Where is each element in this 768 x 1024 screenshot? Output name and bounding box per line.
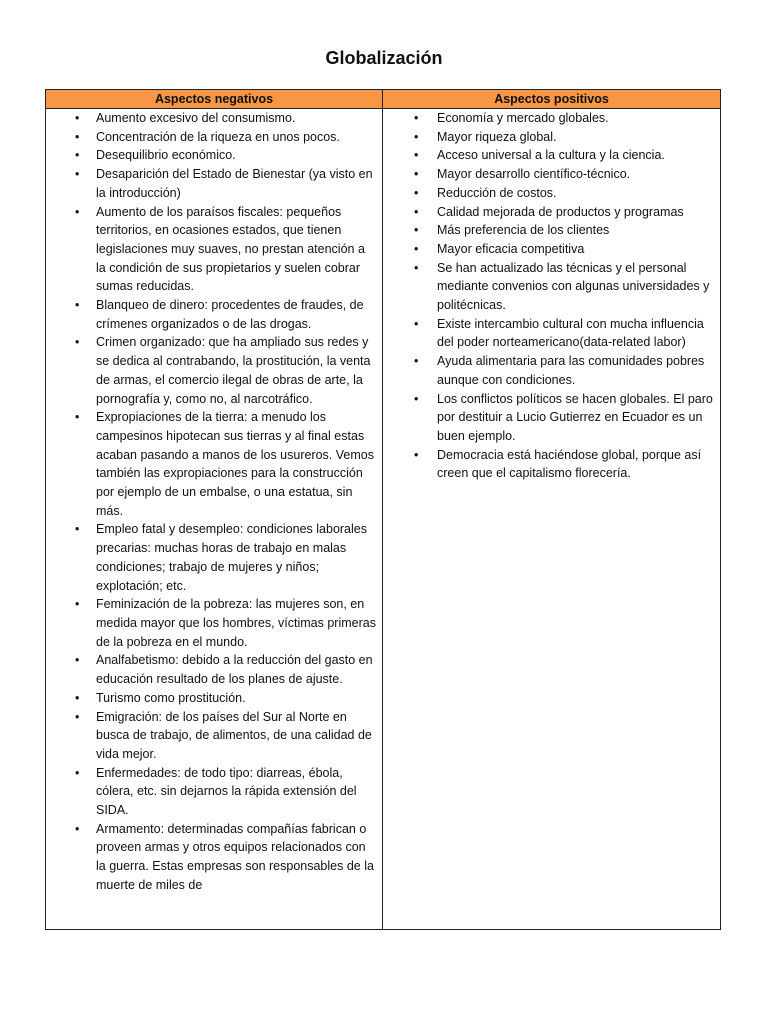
- negative-list-item: • Armamento: determinadas compañías fabrican o proveen armas y otros equipos relacionados con la guerra. Estas empresas son responsables de la muerte de miles de: [46, 820, 382, 895]
- positive-column: [383, 109, 720, 929]
- negative-list-item: • Analfabetismo: debido a la reducción del gasto en educación resultado de los planes de ajuste.: [46, 651, 382, 688]
- positive-list-item: • Existe intercambio cultural con mucha influencia del poder norteamericano(data-related labor): [383, 315, 720, 352]
- positive-list-item: • Más preferencia de los clientes: [383, 221, 720, 240]
- negative-list-item: • Aumento excesivo del consumismo.: [46, 109, 382, 128]
- negative-list-item: • Expropiaciones de la tierra: a menudo los campesinos hipotecan sus tierras y al final estas acaban pasando a manos de los usureros. Vemos también las expropiaciones para la construcción por ejemplo de un embalse, o una estatua, sin más.: [46, 408, 382, 520]
- negative-column: [46, 109, 383, 929]
- negative-list-item: • Emigración: de los países del Sur al Norte en busca de trabajo, de alimentos, de una calidad de vida mejor.: [46, 708, 382, 764]
- positive-list-item: • Calidad mejorada de productos y programas: [383, 203, 720, 222]
- negative-list-item: • Turismo como prostitución.: [46, 689, 382, 708]
- negative-list-item: • Feminización de la pobreza: las mujeres son, en medida mayor que los hombres, víctimas primeras de la pobreza en el mundo.: [46, 595, 382, 651]
- positive-list-item: • Economía y mercado globales.: [383, 109, 720, 128]
- positive-list: [383, 109, 720, 483]
- positive-list-item: • Ayuda alimentaria para las comunidades pobres aunque con condiciones.: [383, 352, 720, 389]
- positive-list-item: • Mayor eficacia competitiva: [383, 240, 720, 259]
- positive-list-item: • Acceso universal a la cultura y la ciencia.: [383, 146, 720, 165]
- positive-list-item: • Se han actualizado las técnicas y el personal mediante convenios con algunas universidades y politécnicas.: [383, 259, 720, 315]
- positive-list-item: • Mayor desarrollo científico-técnico.: [383, 165, 720, 184]
- negative-list-item: • Crimen organizado: que ha ampliado sus redes y se dedica al contrabando, la prostitución, la venta de armas, el comercio ilegal de obras de arte, la pornografía y, como no, al narcotráfico.: [46, 333, 382, 408]
- negative-list-item: • Empleo fatal y desempleo: condiciones laborales precarias: muchas horas de trabajo en malas condiciones; trabajo de mujeres y niños; explotación; etc.: [46, 520, 382, 595]
- negative-list-item: • Concentración de la riqueza en unos pocos.: [46, 128, 382, 147]
- positive-list-item: • Reducción de costos.: [383, 184, 720, 203]
- negative-list-item: • Desaparición del Estado de Bienestar (ya visto en la introducción): [46, 165, 382, 202]
- positive-list-item: • Democracia está haciéndose global, porque así creen que el capitalismo florecería.: [383, 446, 720, 483]
- positive-list-item: • Mayor riqueza global.: [383, 128, 720, 147]
- negative-list-item: • Enfermedades: de todo tipo: diarreas, ébola, cólera, etc. sin dejarnos la rápida extensión del SIDA.: [46, 764, 382, 820]
- comparison-table: [45, 89, 721, 930]
- negative-header: Aspectos negativos: [46, 90, 383, 109]
- document-title: Globalización: [325, 48, 443, 68]
- positive-header: Aspectos positivos: [383, 90, 720, 109]
- negative-list-item: • Aumento de los paraísos fiscales: pequeños territorios, en ocasiones estados, que tienen legislaciones muy suaves, no prestan atención a la condición de sus propietarios y suelen cobrar sumas reducidas.: [46, 203, 382, 297]
- positive-list-item: • Los conflictos políticos se hacen globales. El paro por destituir a Lucio Gutierrez en Ecuador es un buen ejemplo.: [383, 390, 720, 446]
- negative-list: [46, 109, 382, 895]
- negative-list-item: • Desequilibrio económico.: [46, 146, 382, 165]
- negative-list-item: • Blanqueo de dinero: procedentes de fraudes, de crímenes organizados o de las drogas.: [46, 296, 382, 333]
